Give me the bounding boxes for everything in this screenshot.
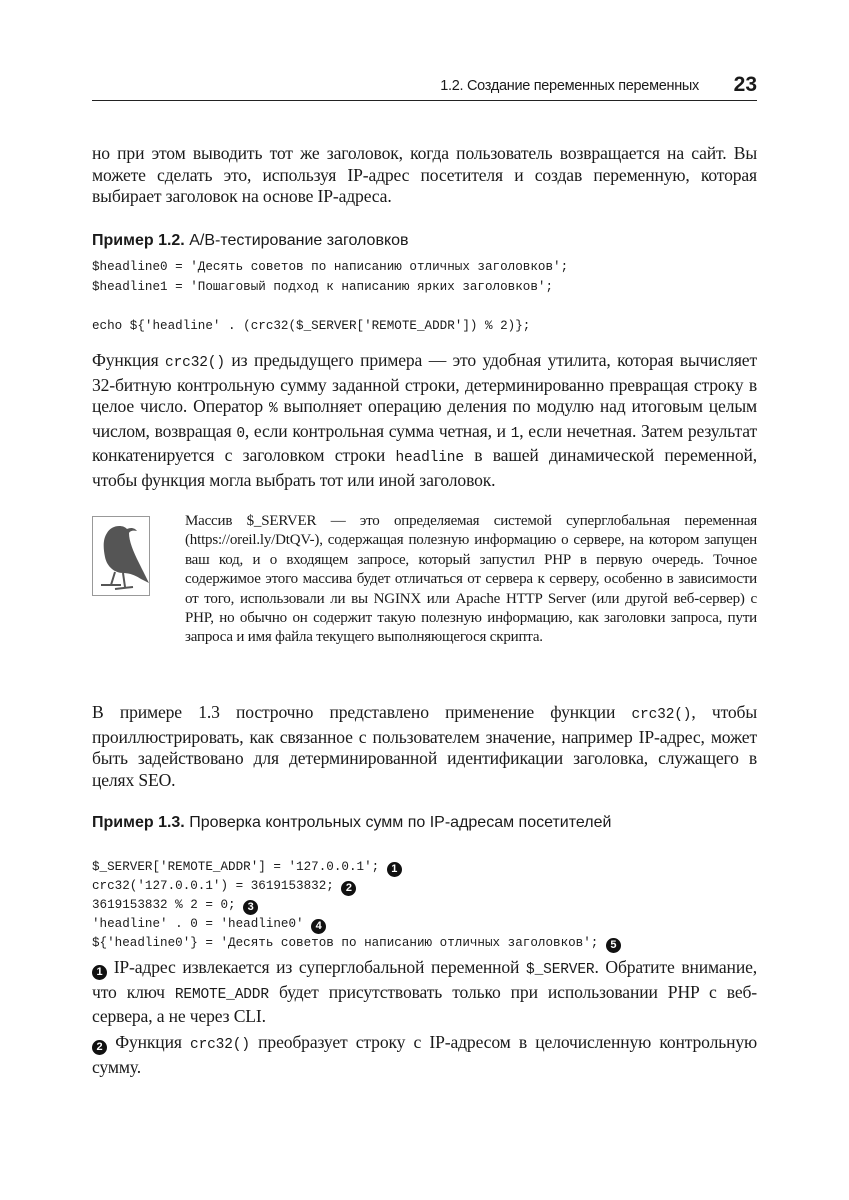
header-title: 1.2. Создание переменных переменных [440,78,699,94]
text: , если контрольная сумма четная, и [244,420,511,441]
example-label: Пример 1.2. [92,232,185,249]
text: будет присутствовать только при использовании PHP с веб-сервера, а не через CLI. [92,981,757,1027]
callout-marker: 1 [387,862,402,877]
code-line: echo ${'headline' . (crc32($_SERVER['REMOTE_ADDR']) % 2)}; [92,318,531,333]
code-line: 3619153832 % 2 = 0; 3 [92,896,621,915]
inline-code: headline [395,450,464,467]
text: В примере 1.3 построчно представлено применение функции [92,702,632,722]
text: , чтобы проиллюстрировать, как связанное с пользователем значение, например IP-адрес, может быть задействовано для детерминированной идентификации заголовка, служащего в целях SEO. [92,702,757,790]
inline-code: crc32() [190,1037,250,1053]
inline-code: REMOTE_ADDR [174,986,269,1003]
paragraph-crc32 [92,350,757,492]
callout-marker: 5 [606,938,621,953]
example-label: Пример 1.3. [92,814,185,831]
code-line: $headline1 = 'Пошаговый подход к написанию ярких заголовков'; [92,279,554,294]
code-line: crc32('127.0.0.1') = 3619153832; 2 [92,877,621,896]
example-caption: Проверка контрольных сумм по IP-адресам посетителей [189,814,612,831]
text: в вашей динамической переменной, чтобы функция могла выбрать тот или иной заголовок. [92,445,757,490]
crow-icon [92,516,150,596]
running-header [92,72,757,101]
example-caption: A/B-тестирование заголовков [189,232,409,249]
code-line: ${'headline0'} = 'Десять советов по написанию отличных заголовков'; 5 [92,934,621,953]
text: , если нечетная. Затем результат конкатенируется с заголовком строки [92,420,757,466]
inline-code: 0 [236,425,245,442]
text: преобразует строку с IP-адресом в целочисленную контрольную сумму. [92,1032,758,1077]
callout-marker: 1 [92,965,107,980]
code-line: 'headline' . 0 = 'headline0' 4 [92,915,621,934]
text: из предыдущего примера — это удобная утилита, которая вычисляет 32-битную контрольную сумму заданной строки, детерминированно превращая строку в целое число. Оператор [92,350,757,417]
callout-marker: 3 [243,900,258,915]
code-line: $_SERVER['REMOTE_ADDR'] = '127.0.0.1'; 1 [92,858,621,877]
callout-marker: 2 [92,1040,107,1055]
text: Функция [107,1032,191,1052]
paragraph-intro: но при этом выводить тот же заголовок, когда пользователь возвращается на сайт. Вы можете сделать это, используя IP-адрес посетителя и создав переменную, которая выбирает заголовок на основе IP-адреса. [92,143,757,207]
callout-explanation-1 [92,957,757,1028]
inline-code: % [269,401,278,418]
paragraph-example-intro [92,702,757,791]
text: выполняет операцию деления по модулю над итоговым целым числом, возвращая [92,396,757,441]
callout-marker: 2 [341,881,356,896]
inline-code: 1 [510,425,520,442]
text: IP-адрес извлекается из суперглобальной переменной [107,957,527,977]
code-block-1-2 [92,258,568,336]
example-1-3-title [92,814,611,832]
text: Функция [92,350,166,370]
inline-code: crc32() [631,707,692,723]
callout-marker: 4 [311,919,326,934]
note-text: Массив $_SERVER — это определяемая системой суперглобальная переменная (https://oreil.ly/DtQV-), содержащая полезную информацию о сервере, на котором запущен ваш код, и о входящем запросе, который запустил PHP в первую очередь. Точное содержимое этого массива будет отличаться от сервера к серверу, особенно в зависимости от того, использовали ли вы NGINX или Apache HTTP Server (или другой веб-сервер) с PHP, но обычно он содержит такую полезную информацию, как заголовки запроса, пути запроса и имя файла текущего выполняющегося скрипта. [185,513,757,646]
inline-code: $_SERVER [526,962,595,978]
text: . Обратите внимание, что ключ [92,957,757,1002]
inline-code: crc32() [165,355,225,371]
example-1-2-title [92,232,409,250]
code-line [92,297,568,317]
code-line: $headline0 = 'Десять советов по написанию отличных заголовков'; [92,260,569,274]
callout-explanation-2 [92,1032,757,1078]
code-block-1-3 [92,839,621,953]
page-number: 23 [733,73,757,96]
